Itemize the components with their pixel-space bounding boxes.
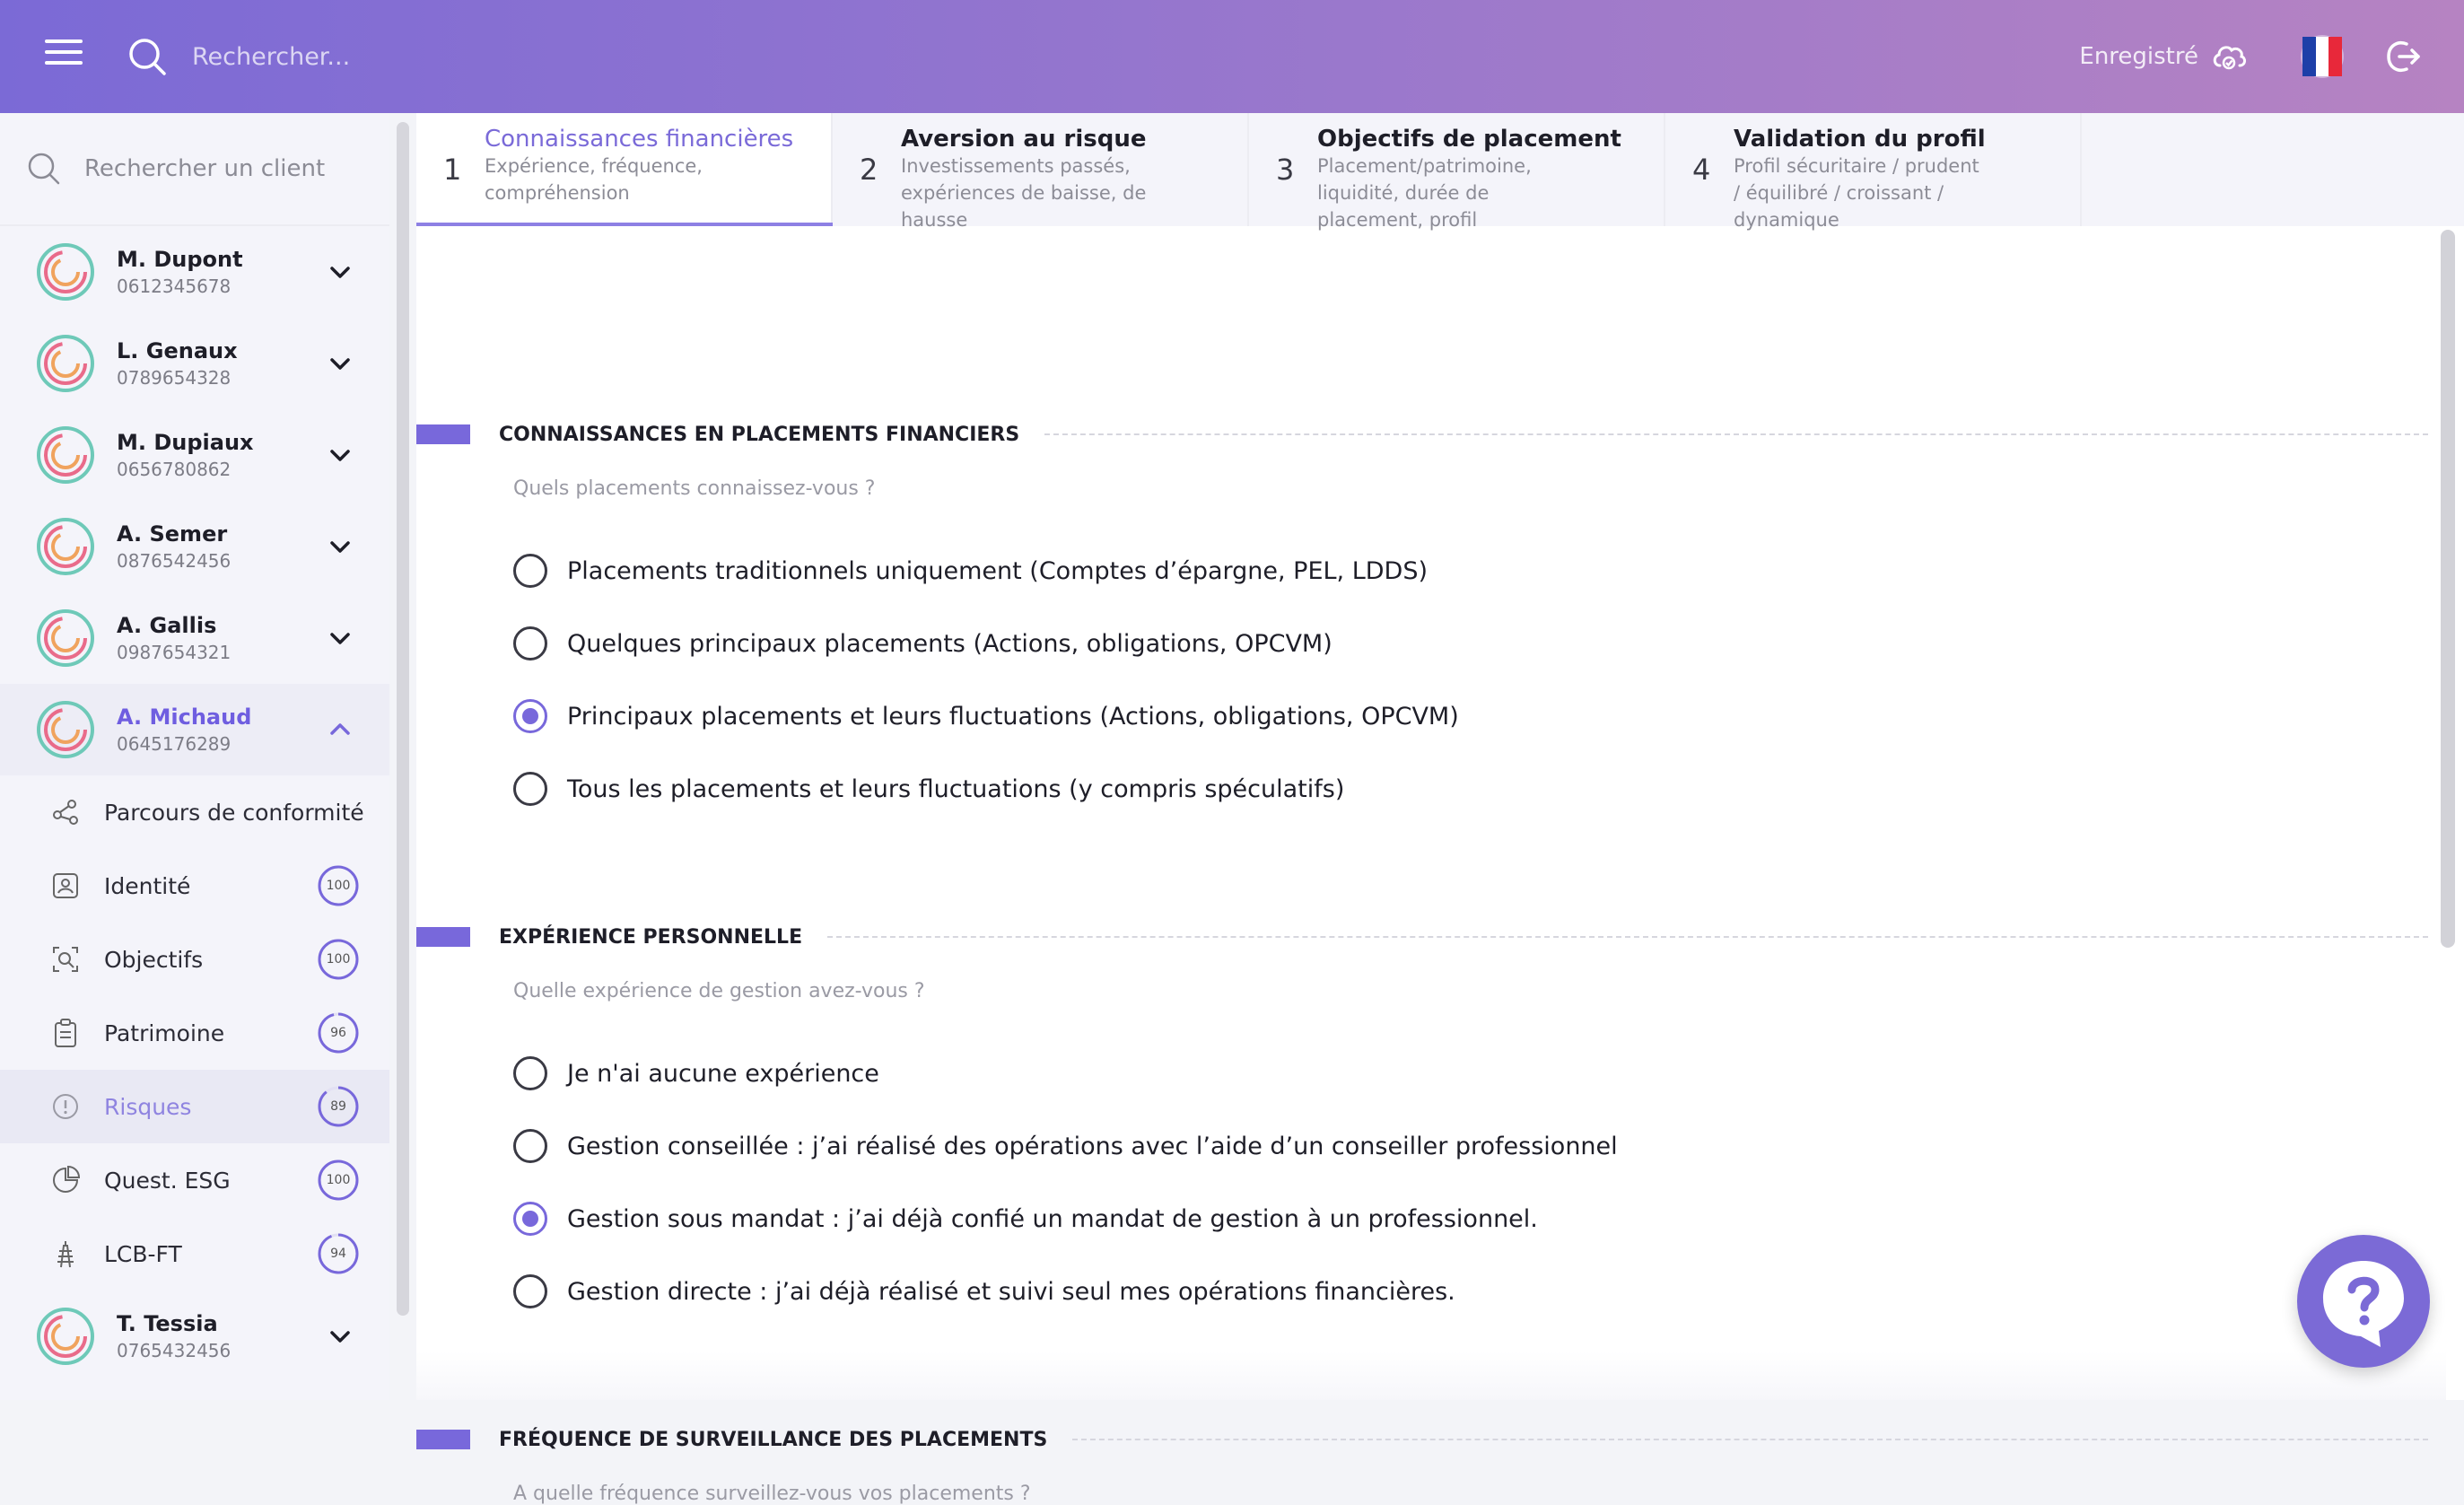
step-title: Connaissances financières [485,126,794,153]
client-phone: 0789654328 [117,367,232,389]
identity-card-icon [50,871,81,901]
sidebar-item-label: LCB-FT [104,1240,182,1267]
option-label: Je n'ai aucune expérience [567,1059,879,1088]
main-panel [416,113,2464,1505]
progress-value: 94 [330,1247,346,1261]
bottom-fade [416,1352,2446,1400]
hamburger-menu-icon[interactable] [45,39,83,74]
client-item[interactable] [0,409,389,501]
answer-option[interactable] [513,553,1428,589]
sidebar-item-risques[interactable] [0,1070,389,1143]
client-name: M. Dupont [117,247,243,272]
client-search-input[interactable] [84,155,380,182]
step-subtitle: Expérience, fréquence, compréhension [485,155,703,204]
section-divider [1072,1439,2428,1440]
saved-status: Enregistré [2079,43,2198,70]
client-item[interactable] [0,501,389,592]
chevron-down-icon[interactable] [327,625,354,652]
answer-option[interactable] [513,1055,879,1091]
main-scrollbar[interactable] [2441,230,2455,948]
chevron-down-icon[interactable] [327,533,354,560]
step-number: 3 [1276,153,1295,187]
avatar [36,700,95,759]
sidebar-item-label: Parcours de conformité [104,799,364,826]
compliance-path-icon [50,797,81,827]
step-title: Validation du profil [1734,126,1986,153]
section-divider [1044,433,2428,435]
answer-option[interactable] [513,1273,1455,1309]
step-subtitle: Placement/patrimoine, liquidité, durée de placement, profil [1317,155,1532,231]
option-label: Principaux placements et leurs fluctuations (Actions, obligations, OPCVM) [567,702,1459,731]
client-phone: 0645176289 [117,733,232,755]
answer-option[interactable] [513,1201,1538,1237]
avatar [36,1307,95,1366]
radio-button[interactable] [513,699,547,733]
sidebar-scrollbar[interactable] [397,122,409,1316]
step-title: Aversion au risque [901,126,1147,153]
avatar [36,608,95,668]
question-text: Quelle expérience de gestion avez-vous ? [513,980,925,1002]
avatar [36,334,95,393]
client-item-active[interactable] [0,684,389,775]
progress-ring [316,1158,361,1203]
client-phone: 0656780862 [117,459,232,480]
progress-value: 100 [326,952,351,967]
answer-option[interactable] [513,698,1459,734]
section-marker [416,927,470,947]
progress-ring [316,937,361,982]
option-label: Gestion directe : j’ai déjà réalisé et suivi seul mes opérations financières. [567,1277,1455,1306]
top-bar [0,0,2464,113]
radio-button[interactable] [513,772,547,806]
client-search [0,113,389,226]
client-phone: 0876542456 [117,550,232,572]
progress-ring [316,1084,361,1129]
option-label: Quelques principaux placements (Actions, obligations, OPCVM) [567,629,1332,658]
sidebar-item-objectifs[interactable] [0,923,389,996]
global-search-input[interactable] [192,43,820,71]
section-marker [416,1430,470,1449]
option-label: Placements traditionnels uniquement (Comptes d’épargne, PEL, LDDS) [567,556,1429,585]
sidebar-item-label: Risques [104,1093,192,1120]
radio-button[interactable] [513,626,547,661]
answer-option[interactable] [513,771,1344,807]
progress-ring [316,1231,361,1276]
step-number: 2 [860,153,878,187]
client-name: A. Semer [117,521,228,547]
global-search [127,32,845,81]
french-flag-icon[interactable] [2302,37,2342,76]
sidebar-item-label: Quest. ESG [104,1167,231,1194]
client-name: A. Gallis [117,613,217,638]
section-title: EXPÉRIENCE PERSONNELLE [499,925,803,949]
sidebar-item-label: Patrimoine [104,1019,225,1046]
sidebar-item-quest-esg[interactable] [0,1143,389,1217]
radio-button[interactable] [513,1129,547,1163]
sidebar-item-identit-[interactable] [0,849,389,923]
step-1[interactable] [416,113,833,226]
chevron-down-icon[interactable] [327,1323,354,1350]
questionnaire-content [416,226,2446,1505]
tower-icon [50,1238,81,1269]
avatar [36,517,95,576]
section-title: FRÉQUENCE DE SURVEILLANCE DES PLACEMENTS [499,1428,1048,1451]
step-title: Objectifs de placement [1317,126,1621,153]
help-chat-button[interactable] [2297,1235,2430,1368]
clipboard-icon [50,1018,81,1048]
step-number: 4 [1692,153,1711,187]
client-name: A. Michaud [117,704,252,730]
client-phone: 0987654321 [117,642,232,663]
step-4[interactable] [1665,113,2082,231]
sidebar-item-patrimoine[interactable] [0,996,389,1070]
radio-button[interactable] [513,1056,547,1090]
client-phone: 0612345678 [117,276,232,297]
step-number: 1 [443,153,462,187]
client-item[interactable] [0,226,389,318]
radio-button[interactable] [513,1202,547,1236]
client-name: L. Genaux [117,338,238,363]
question-text: Quels placements connaissez-vous ? [513,477,876,500]
warning-icon [50,1091,81,1122]
option-label: Gestion sous mandat : j’ai déjà confié un mandat de gestion à un professionnel. [567,1204,1538,1233]
section-divider [827,936,2428,938]
client-name: M. Dupiaux [117,430,254,455]
sidebar-item-label: Identité [104,872,191,899]
radio-button[interactable] [513,554,547,588]
client-phone: 0765432456 [117,1340,232,1361]
client-item[interactable] [0,318,389,409]
chevron-up-icon[interactable] [327,716,354,743]
question-text: A quelle fréquence surveillez-vous vos placements ? [513,1483,1031,1505]
search-icon [127,37,167,76]
avatar [36,242,95,302]
answer-option[interactable] [513,626,1332,661]
step-subtitle: Profil sécuritaire / prudent / équilibré / croissant / dynamique [1734,155,1979,231]
client-item[interactable] [0,1291,389,1382]
option-label: Tous les placements et leurs fluctuations (y compris spéculatifs) [567,774,1345,803]
option-label: Gestion conseillée : j’ai réalisé des opérations avec l’aide d’un conseiller professionnel [567,1132,1618,1160]
section-marker [416,424,470,444]
client-name: T. Tessia [117,1311,218,1336]
objectives-search-icon [50,944,81,975]
active-client-panel [0,684,389,1291]
step-3[interactable] [1249,113,1665,231]
chevron-down-icon[interactable] [327,442,354,468]
step-2[interactable] [833,113,1249,231]
progress-value: 89 [330,1099,346,1114]
progress-value: 96 [330,1026,346,1040]
sidebar-item-lcb-ft[interactable] [0,1217,389,1291]
chevron-down-icon[interactable] [327,350,354,377]
step-subtitle: Investissements passés, expériences de baisse, de hausse [901,155,1147,231]
chevron-down-icon[interactable] [327,258,354,285]
stepper [416,113,2464,231]
pie-chart-icon [50,1165,81,1195]
avatar [36,425,95,485]
progress-value: 100 [326,879,351,893]
top-right-actions [2079,0,2464,113]
progress-ring [316,863,361,908]
progress-ring [316,1011,361,1055]
search-icon [27,152,61,186]
progress-value: 100 [326,1173,351,1187]
answer-option[interactable] [513,1128,1618,1164]
help-question-icon [2314,1252,2413,1351]
client-item[interactable] [0,592,389,684]
logout-icon[interactable] [2385,39,2421,74]
sidebar-item-label: Objectifs [104,946,204,973]
section-title: CONNAISSANCES EN PLACEMENTS FINANCIERS [499,423,1020,446]
cloud-sync-icon [2211,40,2247,73]
client-sidebar [0,113,389,1400]
radio-button[interactable] [513,1274,547,1308]
sidebar-item-parcours-de-conformit-[interactable] [0,775,389,849]
